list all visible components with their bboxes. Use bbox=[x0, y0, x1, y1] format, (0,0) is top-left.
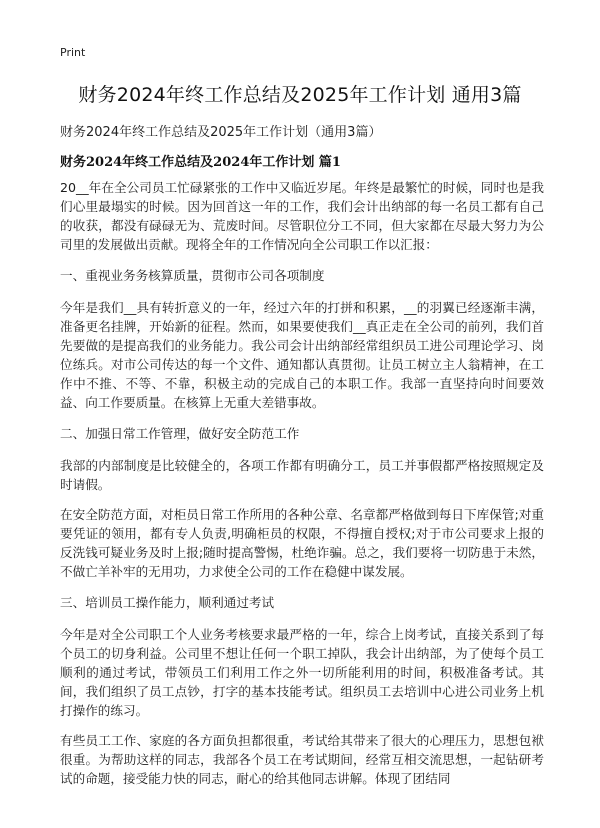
paragraph: 在安全防范方面，对柜员日常工作所用的各种公章、名章都严格做到每日下库保管;对重要凭证的领用，都有专人负责,明确柜员的权限，不得擅自授权;对于市公司要求上报的反洗钱可疑业务及时上报;随时提高警惕，杜绝诈骗。总之，我们要将一切防患于未然，不做亡羊补牢的无用功，力求使全公司的工作在稳健中谋发展。 bbox=[60, 507, 544, 579]
subheading-1: 一、重视业务务核算质量，贯彻市公司各项制度 bbox=[60, 268, 325, 283]
subheading-2: 二、加强日常工作管理，做好安全防范工作 bbox=[60, 426, 300, 441]
print-link[interactable]: Print bbox=[60, 46, 86, 59]
paragraph: 今年是我们__具有转折意义的一年，经过六年的打拼和积累，__的羽翼已经逐渐丰满，准备更名挂牌，开始新的征程。然而，如果要使我们__真正走在全公司的前列，我们首先要做的是提高我们的业务能力。我公司会计出纳部经常组织员工进公司理论学习、岗位练兵。对市公司传达的每一个文件、通知都认真贯彻。让员工树立主人翁精神，在工作中不推、不等、不靠，积极主动的完成自己的本职工作。我部一直坚持向时间要效益、向工作要质量。在核算上无重大差错事故。 bbox=[60, 300, 544, 410]
paragraph: 今年是对全公司职工个人业务考核要求最严格的一年，综合上岗考试，直接关系到了每个员工的切身利益。公司里不想让任何一个职工掉队，我会计出纳部，为了使每个员工顺利的通过考试，带领员工们利用工作之外一切所能利用的时间，积极准备考试。其间，我们组织了员工点钞，打字的基本技能考试。组织员工去培训中心进公司业务上机打操作的练习。 bbox=[60, 627, 544, 718]
paragraph-intro: 20__年在全公司员工忙碌紧张的工作中又临近岁尾。年终是最繁忙的时候，同时也是我们心里最塌实的时候。因为回首这一年的工作，我们会计出纳部的每一名员工都有自己的收获，都没有碌碌无为、荒废时间。尽管职位分工不同，但大家都在尽最大努力为公司里的发展做出贡献。现将全年的工作情况向全公司职工作以汇报： bbox=[60, 180, 544, 252]
paragraph: 有些员工工作、家庭的各方面负担都很重，考试给其带来了很大的心理压力，思想包袱很重。为帮助这样的同志，我部各个员工在考试期间，经常互相交流思想，一起钻研考试的命题，接受能力快的同志，耐心的给其他同志讲解。体现了团结同 bbox=[60, 733, 544, 786]
document-title: 财务2024年终工作总结及2025年工作计划 通用3篇 bbox=[78, 84, 522, 106]
document-subtitle: 财务2024年终工作总结及2025年工作计划（通用3篇） bbox=[60, 125, 382, 140]
subheading-3: 三、培训员工操作能力，顺利通过考试 bbox=[60, 595, 275, 610]
article-body bbox=[60, 178, 544, 799]
paragraph: 我部的内部制度是比较健全的，各项工作都有明确分工，员工并事假都严格按照规定及时请假。 bbox=[60, 458, 544, 492]
section-heading: 财务2024年终工作总结及2024年工作计划 篇1 bbox=[60, 155, 341, 170]
